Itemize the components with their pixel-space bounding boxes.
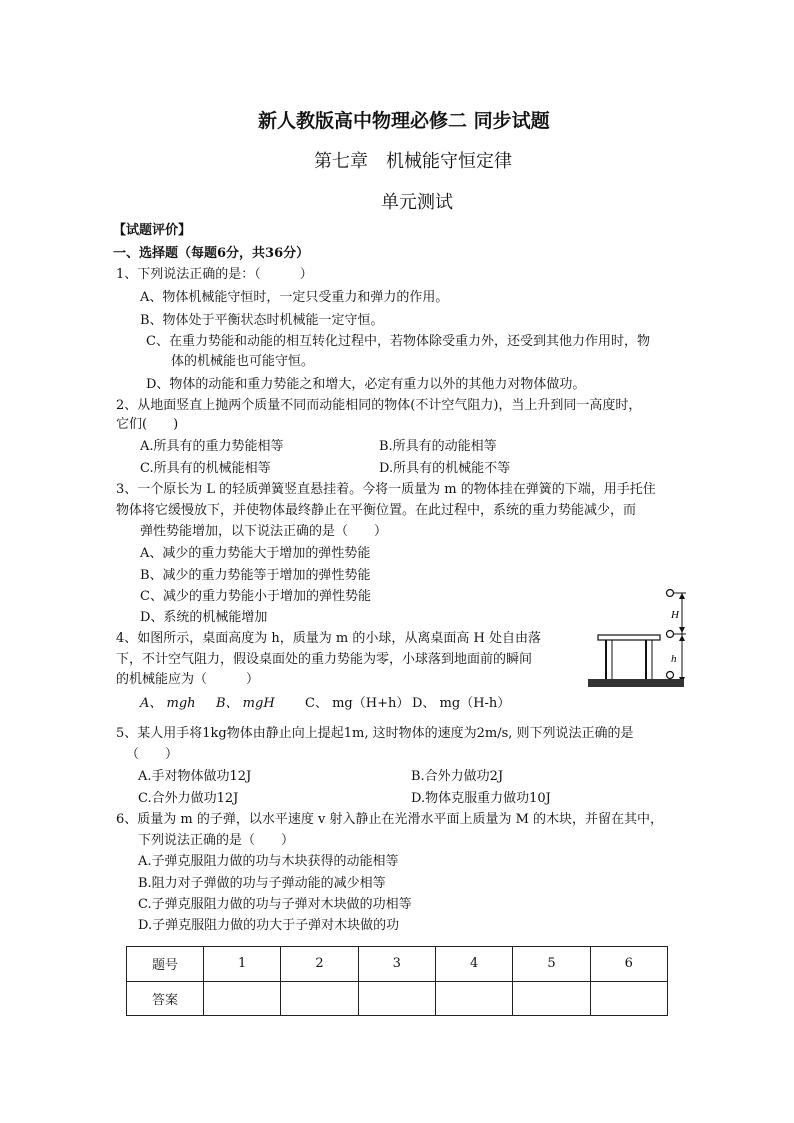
q1-option-a: A、物体机械能守恒时，一定只受重力和弹力的作用。 [140,290,449,305]
q3-stem-cont2: 弹性势能增加，以下说法正确的是（ ） [140,524,388,539]
q2-stem-cont: 它们( ) [116,417,179,432]
q6-option-a: A.子弹克服阻力做的功与木块获得的动能相等 [138,854,399,869]
answer-table-number: 3 [358,947,435,982]
evaluation-heading: 【试题评价】 [113,223,192,238]
q5-option-a: A.手对物体做功12J [138,769,252,784]
page-title: 新人教版高中物理必修二 同步试题 [258,110,550,132]
q5-stem-cont: （ ） [126,747,179,762]
answer-cell[interactable] [204,981,281,1016]
answer-cell[interactable] [513,981,590,1016]
q1-option-c: C、在重力势能和动能的相互转化过程中，若物体除受重力外，还受到其他力作用时，物 [146,334,650,349]
q3-option-b: B、减少的重力势能等于增加的弹性势能 [140,568,371,583]
answer-cell[interactable] [435,981,512,1016]
q4-option-b: B、 mgH [216,696,275,711]
q4-option-a: A、 mgh [140,696,196,711]
q4-stem: 4、如图所示，桌面高度为 h，质量为 m 的小球，从离桌面高 H 处自由落 [116,631,541,646]
answer-cell[interactable] [358,981,435,1016]
answer-table [126,946,668,1016]
answer-table-number: 5 [513,947,590,982]
q3-option-d: D、系统的机械能增加 [140,610,268,625]
answer-cell[interactable] [281,981,358,1016]
q2-option-c: C.所具有的机械能相等 [140,461,271,476]
q4-stem-cont: 下，不计空气阻力，假设桌面处的重力势能为零，小球落到地面前的瞬间 [116,652,533,667]
q2-option-b: B.所具有的动能相等 [379,439,497,454]
answer-table-number: 6 [590,947,667,982]
answer-table-number: 1 [204,947,281,982]
answer-table-header-label: 题号 [127,947,204,982]
answer-cell[interactable] [590,981,667,1016]
q1-option-c-cont: 体的机械能也可能守恒。 [171,354,315,369]
part1-heading: 一、选择题（每题6分，共36分） [113,246,310,261]
ball-ground-icon [667,672,674,679]
q5-option-b: B.合外力做功2J [411,769,504,784]
q3-option-c: C、减少的重力势能小于增加的弹性势能 [140,589,371,604]
unit-title: 单元测试 [381,192,453,213]
q5-option-c: C.合外力做功12J [138,791,239,806]
q5-option-d: D.物体克服重力做功10J [411,791,551,806]
q3-stem-cont: 物体将它缓慢放下，并使物体最终静止在平衡位置。在此过程中，系统的重力势能减少，而 [116,503,637,518]
answer-table-number: 2 [281,947,358,982]
q1-option-b: B、物体处于平衡状态时机械能一定守恒。 [140,313,384,328]
q2-option-d: D.所具有的机械能不等 [379,461,511,476]
q4-option-c: C、 mg（H+h） [305,696,410,711]
label-h: h [671,653,677,665]
q3-option-a: A、减少的重力势能大于增加的弹性势能 [140,546,371,561]
q6-stem: 6、质量为 m 的子弹，以水平速度 v 射入静止在光滑水平面上质量为 M 的木块，并留在其中， [116,812,664,827]
q6-stem-cont: 下列说法正确的是（ ） [138,833,295,848]
q1-stem: 1、下列说法正确的是：（ ） [116,267,313,282]
q5-stem: 5、某人用手将1kg物体由静止向上提起1m, 这时物体的速度为2m/s, 则下列说法正确的是 [116,726,634,741]
q4-table-figure [586,585,696,691]
q2-stem: 2、从地面竖直上抛两个质量不同而动能相同的物体(不计空气阻力)，当上升到同一高度时， [116,398,642,413]
answer-table-answer-label: 答案 [127,981,204,1016]
q4-option-d: D、 mg（H-h） [412,696,511,711]
q3-stem: 3、一个原长为 L 的轻质弹簧竖直悬挂着。今将一质量为 m 的物体挂在弹簧的下端，用手托住 [116,482,656,497]
answer-table-number: 4 [435,947,512,982]
q6-option-d: D.子弹克服阻力做的功大于子弹对木块做的功 [138,918,400,933]
q1-option-d: D、物体的动能和重力势能之和增大，必定有重力以外的其他力对物体做功。 [146,377,586,392]
ball-top-icon [667,590,674,597]
chapter-title: 第七章 机械能守恒定律 [314,151,512,172]
q4-stem-cont2: 的机械能应为（ ） [116,672,260,687]
q6-option-b: B.阻力对子弹做的功与子弹动能的减少相等 [138,876,386,891]
q6-option-c: C.子弹克服阻力做的功与子弹对木块做的功相等 [138,897,412,912]
label-H: H [671,609,679,621]
q2-option-a: A.所具有的重力势能相等 [140,439,284,454]
ball-table-level-icon [667,631,674,638]
